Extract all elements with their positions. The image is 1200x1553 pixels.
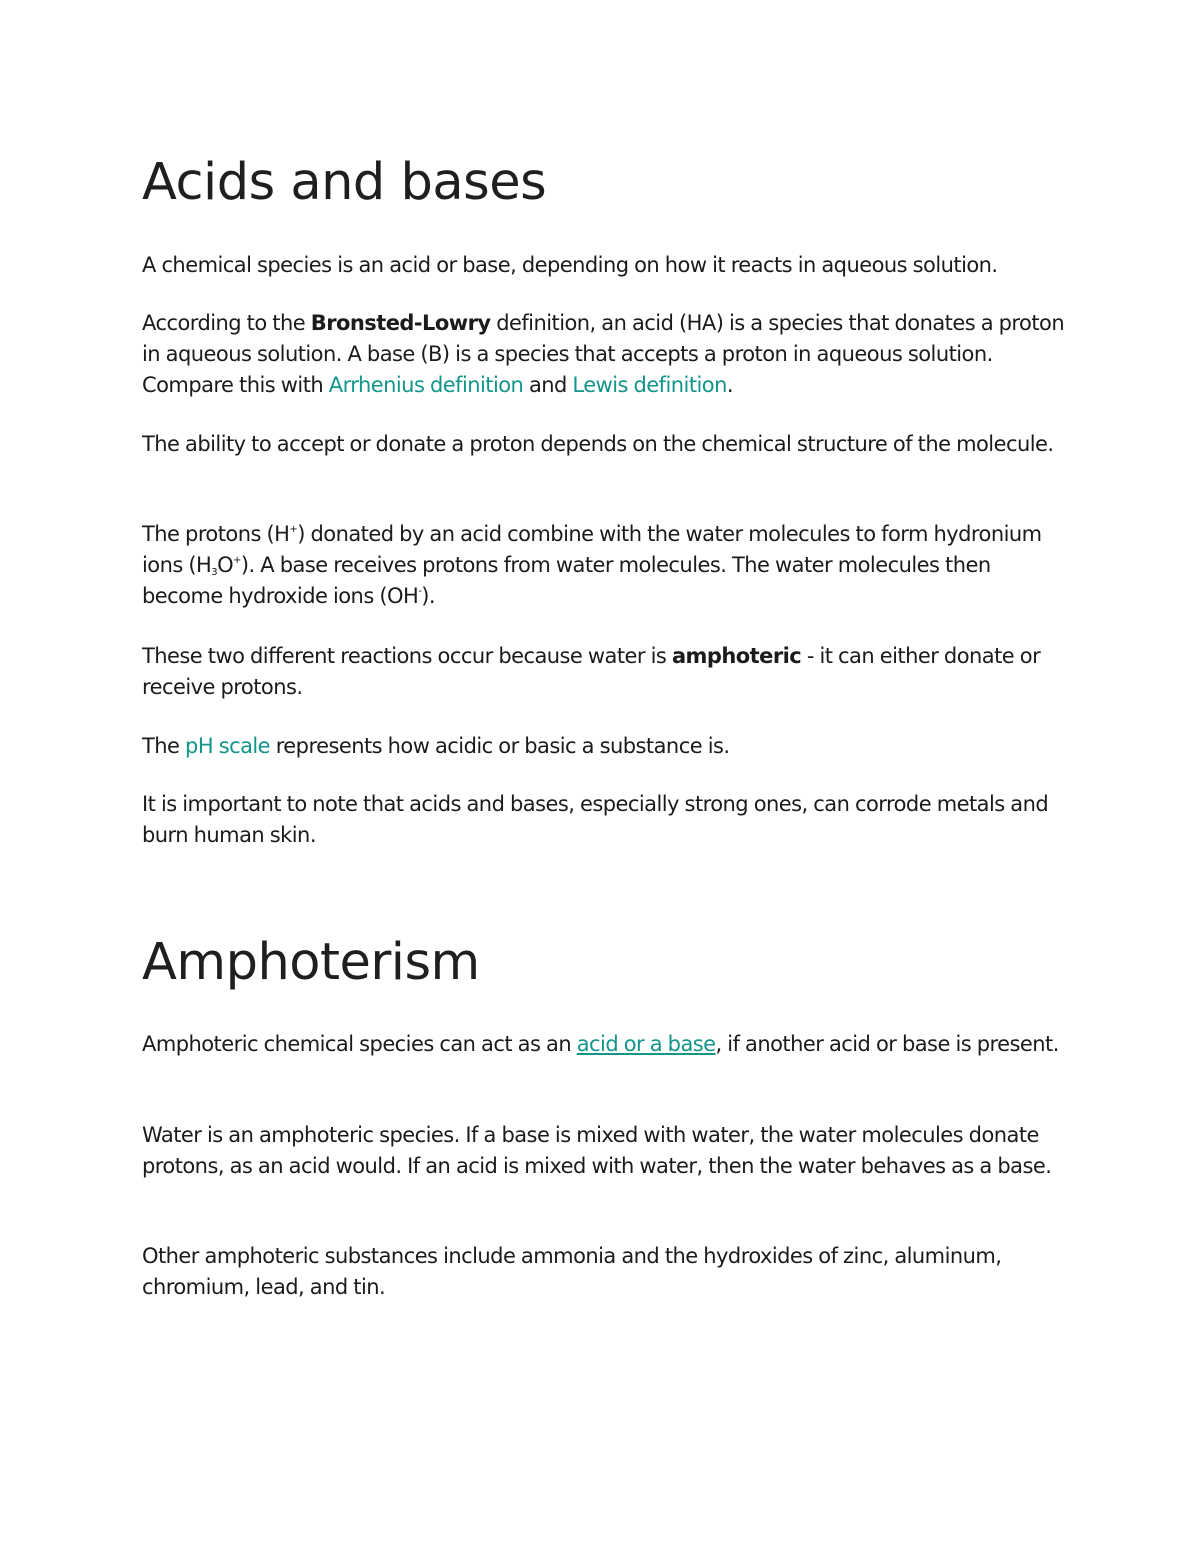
link-lewis-definition[interactable]: Lewis definition bbox=[572, 373, 727, 397]
bold-term-bronsted-lowry: Bronsted-Lowry bbox=[310, 311, 491, 335]
subscript-three: 3 bbox=[211, 567, 218, 578]
text-run: - it can either donate or receive protons. bbox=[142, 644, 1041, 699]
paragraph-protons bbox=[142, 519, 1072, 612]
text-run: Amphoteric chemical species can act as an bbox=[142, 1032, 577, 1056]
paragraph-other-amphoteric: Other amphoteric substances include ammonia and the hydroxides of zinc, aluminum, chromium, lead, and tin. bbox=[142, 1244, 1002, 1299]
paragraph-chemical-structure: The ability to accept or donate a proton depends on the chemical structure of the molecule. bbox=[142, 432, 1054, 456]
superscript-plus: + bbox=[289, 524, 298, 535]
text-run: . bbox=[726, 373, 733, 397]
text-run: and bbox=[523, 373, 573, 397]
text-run: ). A base receives protons from water molecules. The water molecules then become hydroxide ions (OH bbox=[142, 553, 991, 608]
link-ph-scale[interactable]: pH scale bbox=[185, 734, 271, 758]
text-run: The protons (H bbox=[142, 522, 290, 546]
text-run: definition, an acid (HA) is a species that donates a proton in aqueous solution. A base (B) is a species that accepts a proton in aqueous solution. Compare this with bbox=[142, 311, 1065, 397]
paragraph-amphoteric-species bbox=[142, 1029, 1072, 1060]
section-title-amphoterism: Amphoterism bbox=[142, 933, 480, 992]
section-title-acids-and-bases: Acids and bases bbox=[142, 153, 547, 212]
paragraph-ph-scale bbox=[142, 731, 1072, 762]
text-run: O bbox=[217, 553, 234, 577]
link-arrhenius-definition[interactable]: Arrhenius definition bbox=[328, 373, 524, 397]
link-acid-or-a-base[interactable]: acid or a base bbox=[576, 1032, 716, 1056]
bold-term-amphoteric: amphoteric bbox=[671, 644, 802, 668]
text-run: represents how acidic or basic a substance is. bbox=[270, 734, 730, 758]
text-run: ) donated by an acid combine with the water molecules to form hydronium ions (H bbox=[142, 522, 1042, 577]
text-run: ). bbox=[421, 584, 436, 608]
text-run: The bbox=[142, 734, 186, 758]
superscript-plus: + bbox=[233, 555, 241, 566]
superscript-minus: - bbox=[418, 586, 422, 597]
text-run: , if another acid or base is present. bbox=[715, 1032, 1059, 1056]
text-run: According to the bbox=[142, 311, 311, 335]
paragraph-bronsted-lowry bbox=[142, 308, 1072, 401]
paragraph-intro: A chemical species is an acid or base, depending on how it reacts in aqueous solution. bbox=[142, 253, 998, 277]
text-run: These two different reactions occur because water is bbox=[142, 644, 672, 668]
paragraph-corrosion-warning: It is important to note that acids and bases, especially strong ones, can corrode metals and burn human skin. bbox=[142, 792, 1049, 847]
paragraph-water-amphoteric: Water is an amphoteric species. If a base is mixed with water, the water molecules donate protons, as an acid would. If an acid is mixed with water, then the water behaves as a base. bbox=[142, 1123, 1052, 1178]
paragraph-amphoteric-water bbox=[142, 641, 1072, 703]
